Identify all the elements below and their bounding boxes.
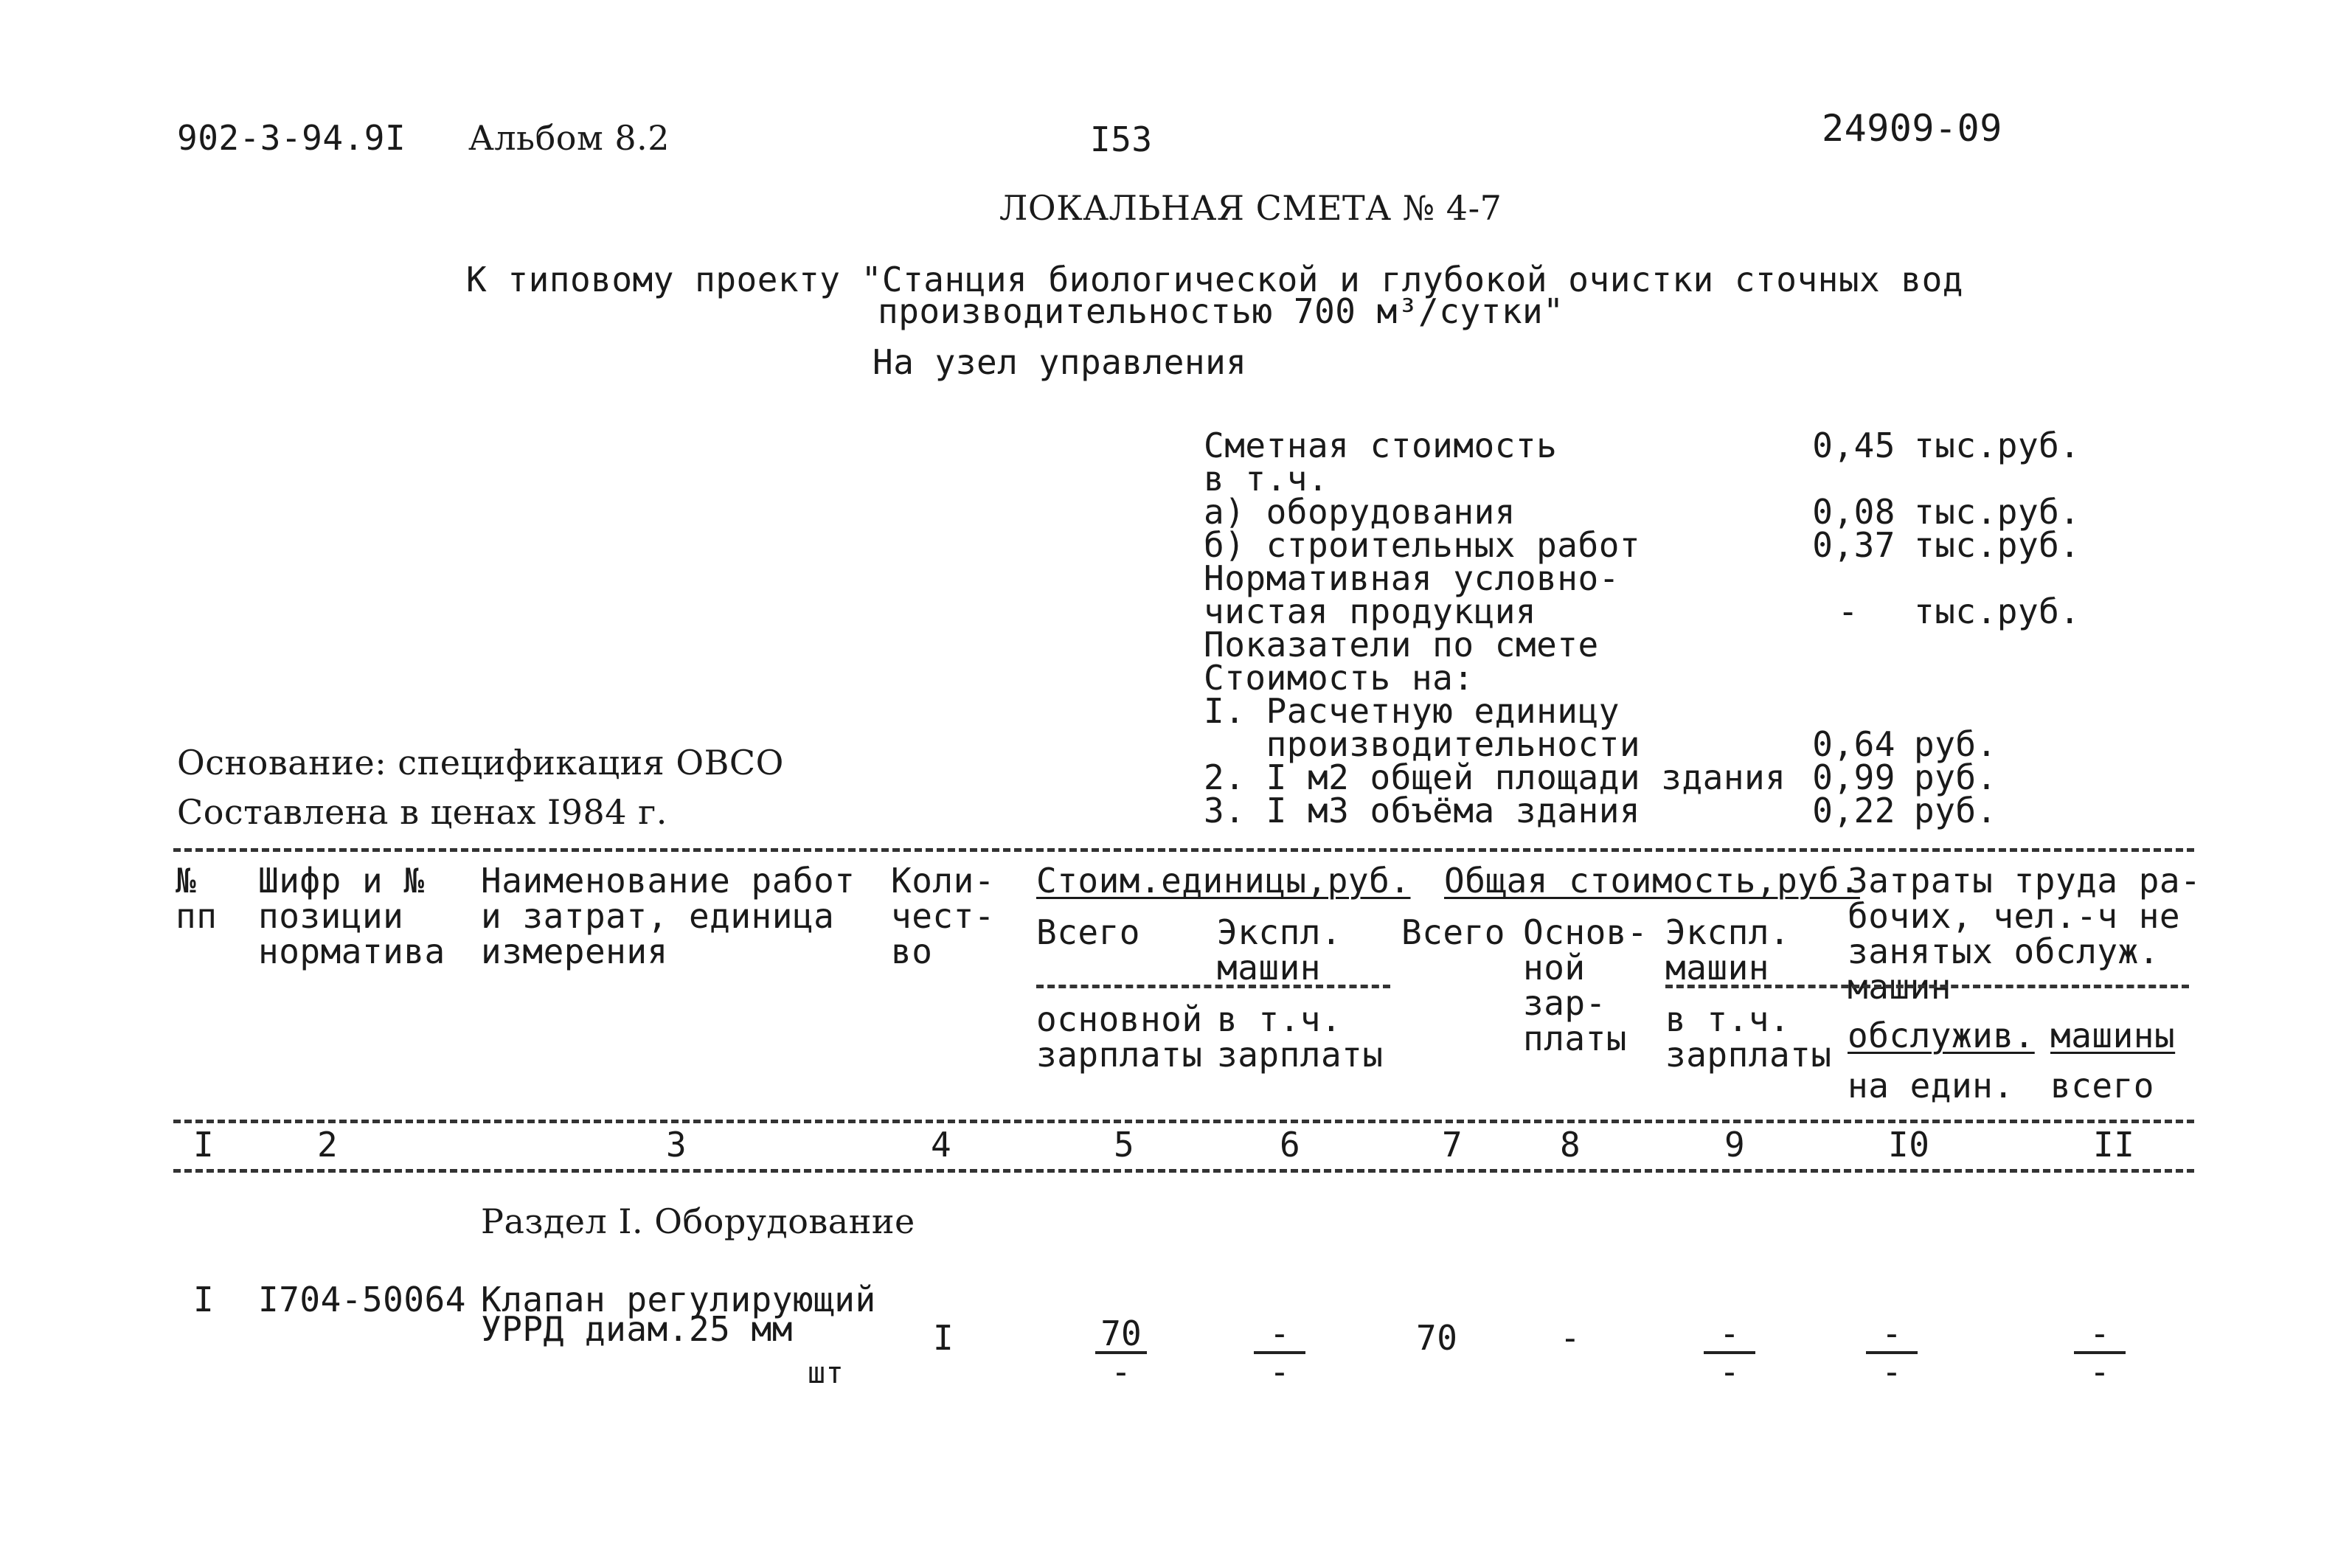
col-subheader-base-wages: Основ- ной зар- платы — [1523, 912, 1648, 1058]
row-machine-total — [1704, 1314, 1755, 1392]
row-machine-cost — [1254, 1314, 1305, 1392]
column-number: 6 — [1280, 1125, 1301, 1165]
row-labor-total — [2074, 1314, 2126, 1392]
col-header-code: Шифр и № позиции норматива — [258, 861, 445, 971]
dash-mark: - — [1719, 1314, 1740, 1353]
project-line-2: производительностью 700 м³/сутки" — [878, 291, 1564, 331]
summary-unit: тыс.руб. — [1914, 492, 2081, 532]
col-header-unit-cost: Стоим.единицы,руб. — [1036, 861, 1411, 901]
column-number: II — [2093, 1125, 2135, 1165]
document-code: 902-3-94.9I — [177, 118, 406, 158]
col-subheader-total-2: Всего — [1401, 912, 1505, 952]
summary-label: Нормативная условно- — [1204, 558, 1620, 598]
album-label: Альбом 8.2 — [468, 118, 670, 158]
dash-mark: - — [1719, 1352, 1740, 1392]
page-title: ЛОКАЛЬНАЯ СМЕТА № 4-7 — [999, 188, 1502, 228]
summary-amount: 0,99 — [1812, 757, 1895, 797]
prices-note: Составлена в ценах I984 г. — [177, 792, 667, 832]
row-base-wage: - — [1560, 1318, 1581, 1358]
summary-label: I. Расчетную единицу — [1204, 691, 1620, 731]
row-total: 70 — [1416, 1318, 1458, 1358]
summary-label: чистая продукция — [1204, 592, 1537, 631]
col-header-quantity: Коли- чест- во — [891, 861, 995, 971]
row-name-2: УРРД диам.25 мм — [481, 1309, 793, 1349]
col-header-number: № пп — [176, 861, 218, 936]
summary-label: б) строительных работ — [1204, 525, 1641, 565]
row-unit: шт — [808, 1356, 844, 1390]
summary-unit: руб. — [1914, 791, 1997, 830]
col-subheader-per-unit: на един. — [1848, 1066, 2014, 1106]
col-subheader-incl-wage: в т.ч. зарплаты — [1217, 999, 1384, 1075]
header-bottom-rule — [173, 1120, 2194, 1123]
summary-amount: - — [1837, 592, 1859, 631]
subheader-rule — [1036, 985, 1390, 988]
dash-mark: - — [1269, 1314, 1290, 1353]
column-number: 9 — [1724, 1125, 1746, 1165]
row-quantity: I — [933, 1318, 954, 1358]
row-code: I704-50064 — [258, 1280, 466, 1319]
summary-unit: руб. — [1914, 757, 1997, 797]
row-number: I — [193, 1280, 215, 1319]
column-number: 4 — [931, 1125, 952, 1165]
project-line-1: К типовому проекту "Станция биологической и глубокой очистки сточных вод — [466, 260, 1963, 299]
row-unit-cost-total: 70 — [1100, 1314, 1142, 1353]
summary-label: производительности — [1204, 724, 1641, 764]
row-name: Клапан регулирующий — [481, 1280, 876, 1319]
col-header-name: Наименование работ и затрат, единица измерения — [481, 861, 856, 971]
summary-label: Стоимость на: — [1204, 658, 1474, 698]
col-subheader-base-wage: основной зарплаты — [1036, 999, 1203, 1075]
col-header-total-cost: Общая стоимость,руб. — [1444, 861, 1860, 901]
col-subheader-machines-2: Экспл. машин — [1665, 912, 1791, 988]
column-number: 3 — [666, 1125, 687, 1165]
summary-amount: 0,64 — [1812, 724, 1895, 764]
dash-mark: - — [1269, 1352, 1290, 1392]
summary-label: 2. I м2 общей площади здания — [1204, 757, 1786, 797]
summary-unit: тыс.руб. — [1914, 525, 2081, 565]
summary-amount: 0,45 — [1812, 426, 1895, 465]
sheet-number: 24909-09 — [1822, 107, 2002, 150]
basis-note: Основание: спецификация ОВСО — [177, 743, 784, 783]
col-subheader-machines: Экспл. машин — [1217, 912, 1342, 988]
column-number: 5 — [1114, 1125, 1135, 1165]
column-number: I — [193, 1125, 215, 1165]
dash-mark: - — [2089, 1314, 2110, 1353]
summary-label: в т.ч. — [1204, 459, 1329, 499]
row-unit-cost — [1095, 1314, 1147, 1392]
col-subheader-machinery: машины — [2050, 1016, 2176, 1055]
column-number: 7 — [1442, 1125, 1463, 1165]
col-header-labor: Затраты труда ра- бочих, чел.-ч не занятых обслуж. машин — [1848, 861, 2202, 1007]
dash-mark: - — [1881, 1314, 1902, 1353]
table-top-rule — [173, 848, 2194, 852]
page-number: I53 — [1090, 119, 1153, 159]
section-title: Раздел I. Оборудование — [481, 1201, 915, 1241]
summary-amount: 0,37 — [1812, 525, 1895, 565]
column-number: 8 — [1560, 1125, 1581, 1165]
summary-amount: 0,08 — [1812, 492, 1895, 532]
summary-amount: 0,22 — [1812, 791, 1895, 830]
col-subheader-servicing: обслужив. — [1848, 1016, 2035, 1055]
summary-label: Сметная стоимость — [1204, 426, 1558, 465]
summary-label: Показатели по смете — [1204, 625, 1599, 665]
summary-unit: тыс.руб. — [1914, 592, 2081, 631]
column-numbers-rule — [173, 1169, 2194, 1173]
col-subheader-total: Всего — [1036, 912, 1140, 952]
estimate-subject: На узел управления — [873, 342, 1247, 382]
dash-mark: - — [1881, 1352, 1902, 1392]
dash-mark: - — [1111, 1352, 1131, 1392]
column-number: I0 — [1888, 1125, 1930, 1165]
dash-mark: - — [2089, 1352, 2110, 1392]
summary-unit: тыс.руб. — [1914, 426, 2081, 465]
summary-label: а) оборудования — [1204, 492, 1516, 532]
summary-label: 3. I м3 объёма здания — [1204, 791, 1641, 830]
col-subheader-total-3: всего — [2050, 1066, 2154, 1106]
column-number: 2 — [317, 1125, 339, 1165]
col-subheader-incl-wage-2: в т.ч. зарплаты — [1665, 999, 1832, 1075]
subheader-rule-2 — [1665, 985, 2189, 988]
summary-unit: руб. — [1914, 724, 1997, 764]
row-labor-per-unit — [1866, 1314, 1918, 1392]
